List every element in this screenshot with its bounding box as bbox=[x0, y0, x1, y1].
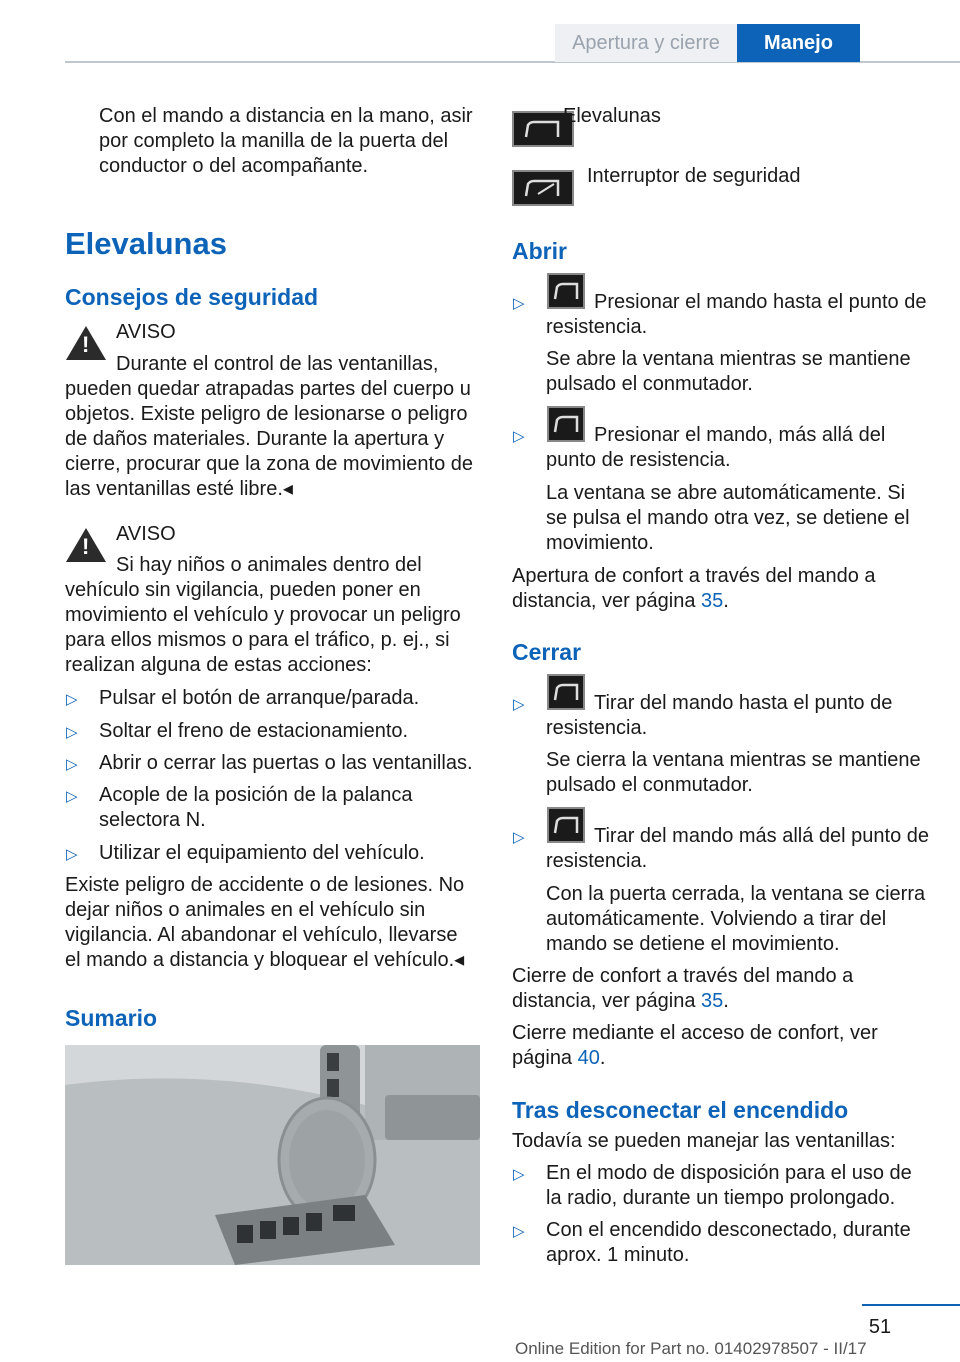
bullet-icon: ▷ bbox=[66, 691, 78, 708]
list-item: Presionar el mando hasta el punto de resistencia. bbox=[546, 291, 927, 338]
list-item: Utilizar el equipamiento del vehículo. bbox=[99, 842, 425, 864]
legend-window-lifter: Elevalunas bbox=[563, 105, 661, 127]
list-item: Con el encendido desconectado, durante aprox. 1 minuto. bbox=[546, 1219, 911, 1266]
safety-switch-icon bbox=[512, 170, 574, 206]
edition-note: Online Edition for Part no. 01402978507 - II/17 bbox=[515, 1339, 867, 1358]
list-item: En el modo de disposición para el uso de la radio, durante un tiempo prolongado. bbox=[546, 1162, 912, 1209]
list-item-note: Con la puerta cerrada, la ventana se cierra automáticamente. Volviendo a tirar del mando se detiene el movimiento. bbox=[546, 883, 926, 955]
bullet-icon: ▷ bbox=[66, 724, 78, 741]
list-item: Tirar del mando hasta el punto de resistencia. bbox=[546, 692, 893, 739]
bullet-icon: ▷ bbox=[513, 295, 525, 312]
list-item: Tirar del mando más allá del punto de resistencia. bbox=[546, 825, 929, 872]
ignition-heading: Tras desconectar el encendido bbox=[512, 1097, 849, 1123]
footer-rule bbox=[862, 1304, 960, 1306]
bullet-icon: ▷ bbox=[66, 756, 78, 773]
page-link[interactable]: 35 bbox=[701, 590, 724, 612]
list-item-note: La ventana se abre automáticamente. Si se pulsa el mando otra vez, se detiene el movimiento. bbox=[546, 482, 910, 554]
overview-heading: Sumario bbox=[65, 1005, 158, 1031]
page-link[interactable]: 40 bbox=[577, 1047, 600, 1069]
danger-text: Existe peligro de accidente o de lesiones. No dejar niños o animales en el vehículo sin vigilancia. Al abandonar el vehículo, llevarse el mando a distancia y bloquear el vehículo.◂ bbox=[65, 874, 465, 971]
ignition-text: Todavía se pueden manejar las ventanillas: bbox=[512, 1130, 896, 1152]
list-item: Soltar el freno de estacionamiento. bbox=[99, 720, 409, 742]
open-comfort-text: Apertura de confort a través del mando a distancia, ver página 35. bbox=[512, 565, 876, 612]
door-panel-photo bbox=[65, 1045, 480, 1265]
list-item-note: Se cierra la ventana mientras se mantiene pulsado el conmutador. bbox=[546, 749, 921, 796]
bullet-icon: ▷ bbox=[66, 788, 78, 805]
list-item: Pulsar el botón de arranque/parada. bbox=[99, 687, 420, 709]
list-item: Presionar el mando, más allá del punto de resistencia. bbox=[546, 424, 886, 471]
header-chapter: Manejo bbox=[737, 24, 860, 62]
header-section: Apertura y cierre bbox=[555, 24, 737, 62]
close-comfort-text: Cierre de confort a través del mando a distancia, ver página 35. bbox=[512, 965, 854, 1012]
intro-text: Con el mando a distancia en la mano, asir por completo la manilla de la puerta del conductor o del acompañante. bbox=[99, 105, 473, 177]
bullet-icon: ▷ bbox=[513, 696, 525, 713]
list-item: Acople de la posición de la palanca selectora N. bbox=[99, 784, 413, 831]
bullet-icon: ▷ bbox=[66, 846, 78, 863]
warning-text: Si hay niños o animales dentro del vehículo sin vigilancia, pueden poner en movimiento el vehículo y provocar un peligro para ellos mismos o para el tráfico, p. ej., si realizan alguna de estas acciones: bbox=[65, 554, 461, 676]
legend-safety-switch: Interruptor de seguridad bbox=[587, 165, 801, 187]
open-heading: Abrir bbox=[512, 238, 567, 264]
list-item: Abrir o cerrar las puertas o las ventanillas. bbox=[99, 752, 473, 774]
page-link[interactable]: 35 bbox=[701, 990, 724, 1012]
page-number: 51 bbox=[868, 1316, 892, 1338]
close-access-text: Cierre mediante el acceso de confort, ver página 40. bbox=[512, 1022, 878, 1069]
bullet-icon: ▷ bbox=[513, 428, 525, 445]
warning-label: AVISO bbox=[116, 523, 176, 545]
warning-text: Durante el control de las ventanillas, pueden quedar atrapadas partes del cuerpo u objetos. Existe peligro de lesionarse o peligro de daños materiales. Durante la apertura y cierre, procurar que la zona de movimiento de las ventanillas esté libre.◂ bbox=[65, 353, 473, 500]
warning-label: AVISO bbox=[116, 321, 176, 343]
bullet-icon: ▷ bbox=[513, 829, 525, 846]
bullet-icon: ▷ bbox=[513, 1166, 525, 1183]
safety-heading: Consejos de seguridad bbox=[65, 284, 319, 310]
list-item-note: Se abre la ventana mientras se mantiene pulsado el conmutador. bbox=[546, 348, 911, 395]
page-title: Elevalunas bbox=[65, 226, 227, 261]
close-heading: Cerrar bbox=[512, 639, 582, 665]
bullet-icon: ▷ bbox=[513, 1223, 525, 1240]
